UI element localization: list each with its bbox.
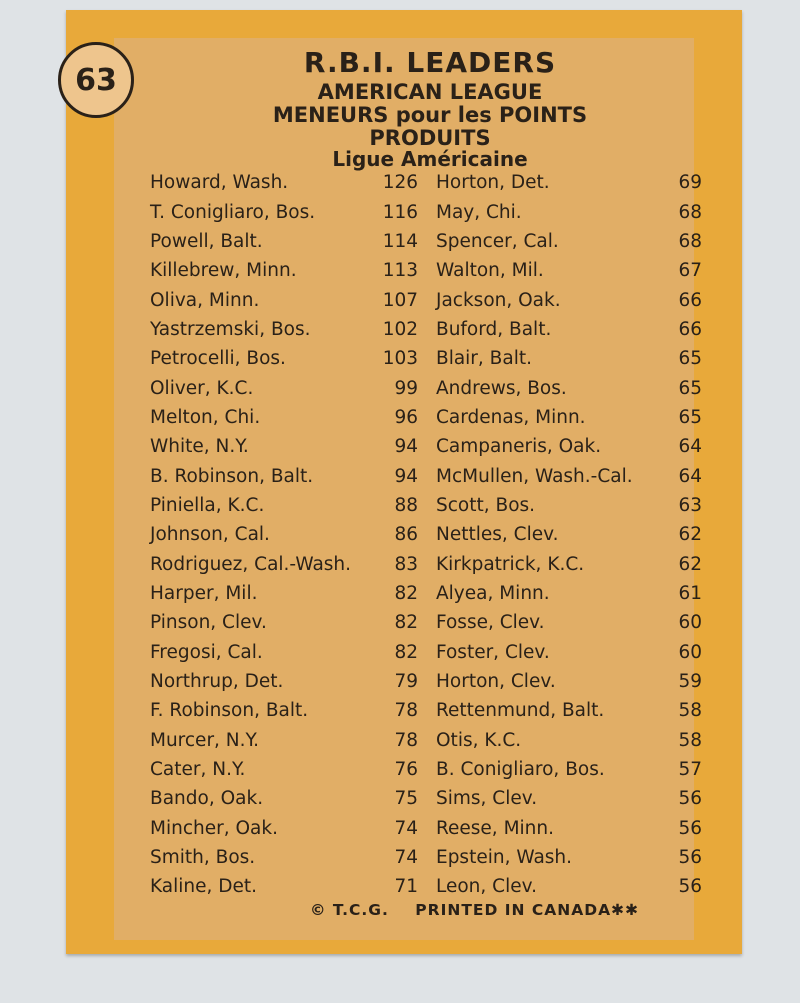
- leader-row: [150, 843, 418, 872]
- leader-row: [436, 696, 702, 725]
- player-name: Bando, Oak.: [150, 788, 264, 810]
- rbi-value: 59: [678, 671, 702, 693]
- player-name: Kaline, Det.: [150, 876, 258, 898]
- player-name: Leon, Clev.: [436, 876, 538, 898]
- rbi-value: 82: [394, 612, 418, 634]
- player-name: Rodriguez, Cal.-Wash.: [150, 553, 352, 575]
- rbi-value: 114: [382, 230, 418, 252]
- player-name: Jackson, Oak.: [436, 289, 561, 311]
- rbi-value: 56: [678, 817, 702, 839]
- league-subtitle: AMERICAN LEAGUE: [317, 80, 543, 104]
- rbi-value: 76: [394, 759, 418, 781]
- player-name: Scott, Bos.: [436, 494, 536, 516]
- player-name: May, Chi.: [436, 201, 522, 223]
- leader-row: [150, 638, 418, 667]
- card-number: 63: [75, 62, 117, 98]
- leader-row: [150, 285, 418, 314]
- rbi-value: 62: [678, 553, 702, 575]
- player-name: F. Robinson, Balt.: [150, 700, 309, 722]
- rbi-value: 61: [678, 582, 702, 604]
- player-name: Murcer, N.Y.: [150, 729, 259, 751]
- leader-row: [436, 256, 702, 285]
- rbi-value: 56: [678, 847, 702, 869]
- leader-row: [436, 461, 702, 490]
- player-name: Spencer, Cal.: [436, 230, 559, 252]
- leader-row: [436, 667, 702, 696]
- rbi-value: 66: [678, 318, 702, 340]
- leader-row: [150, 168, 418, 197]
- leader-row: [436, 549, 702, 578]
- leader-row: [150, 344, 418, 373]
- player-name: Alyea, Minn.: [436, 582, 550, 604]
- leader-row: [436, 432, 702, 461]
- leader-row: [436, 491, 702, 520]
- player-name: Howard, Wash.: [150, 172, 289, 194]
- rbi-value: 74: [394, 847, 418, 869]
- leader-row: [436, 872, 702, 901]
- rbi-value: 63: [678, 494, 702, 516]
- player-name: Mincher, Oak.: [150, 817, 278, 839]
- leader-row: [150, 696, 418, 725]
- player-name: Cater, N.Y.: [150, 759, 246, 781]
- player-name: Walton, Mil.: [436, 260, 544, 282]
- leader-row: [150, 667, 418, 696]
- rbi-value: 116: [382, 201, 418, 223]
- french-title-line-2: PRODUITS: [369, 126, 491, 150]
- rbi-value: 78: [394, 729, 418, 751]
- leader-row: [150, 256, 418, 285]
- leader-row: [150, 227, 418, 256]
- player-name: Epstein, Wash.: [436, 847, 573, 869]
- player-name: Cardenas, Minn.: [436, 406, 586, 428]
- rbi-value: 126: [382, 172, 418, 194]
- player-name: Harper, Mil.: [150, 582, 258, 604]
- player-name: Buford, Balt.: [436, 318, 552, 340]
- rbi-value: 86: [394, 524, 418, 546]
- rbi-value: 99: [394, 377, 418, 399]
- leader-row: [436, 344, 702, 373]
- rbi-value: 66: [678, 289, 702, 311]
- leader-row: [150, 403, 418, 432]
- rbi-value: 60: [678, 612, 702, 634]
- leader-row: [436, 315, 702, 344]
- rbi-value: 107: [382, 289, 418, 311]
- rbi-value: 74: [394, 817, 418, 839]
- rbi-value: 79: [394, 671, 418, 693]
- leader-row: [150, 784, 418, 813]
- player-name: Smith, Bos.: [150, 847, 256, 869]
- player-name: McMullen, Wash.-Cal.: [436, 465, 633, 487]
- leader-row: [150, 315, 418, 344]
- rbi-value: 113: [382, 260, 418, 282]
- rbi-value: 102: [382, 318, 418, 340]
- copyright-text: © T.C.G.: [310, 901, 389, 919]
- player-name: Sims, Clev.: [436, 788, 538, 810]
- player-name: Blair, Balt.: [436, 348, 532, 370]
- rbi-value: 58: [678, 729, 702, 751]
- card-title: R.B.I. LEADERS: [303, 46, 557, 79]
- leader-row: [436, 755, 702, 784]
- player-name: Horton, Det.: [436, 172, 550, 194]
- leader-row: [150, 755, 418, 784]
- leader-row: [436, 608, 702, 637]
- rbi-value: 78: [394, 700, 418, 722]
- player-name: Otis, K.C.: [436, 729, 522, 751]
- printed-in-text: PRINTED IN CANADA✱✱: [415, 901, 640, 919]
- leader-row: [436, 784, 702, 813]
- leader-row: [150, 549, 418, 578]
- left-leaders-column: [150, 168, 418, 902]
- leader-row: [436, 197, 702, 226]
- leader-row: [150, 432, 418, 461]
- player-name: Rettenmund, Balt.: [436, 700, 605, 722]
- player-name: White, N.Y.: [150, 436, 249, 458]
- leader-row: [436, 520, 702, 549]
- leader-row: [436, 726, 702, 755]
- rbi-value: 75: [394, 788, 418, 810]
- leader-row: [150, 579, 418, 608]
- leader-row: [150, 461, 418, 490]
- player-name: Fosse, Clev.: [436, 612, 545, 634]
- player-name: B. Robinson, Balt.: [150, 465, 314, 487]
- rbi-value: 94: [394, 465, 418, 487]
- player-name: Foster, Clev.: [436, 641, 550, 663]
- player-name: Killebrew, Minn.: [150, 260, 297, 282]
- french-league-subtitle: Ligue Américaine: [332, 147, 528, 171]
- rbi-value: 82: [394, 582, 418, 604]
- rbi-value: 60: [678, 641, 702, 663]
- player-name: Campaneris, Oak.: [436, 436, 602, 458]
- player-name: Nettles, Clev.: [436, 524, 559, 546]
- rbi-value: 65: [678, 406, 702, 428]
- leader-row: [150, 520, 418, 549]
- player-name: Horton, Clev.: [436, 671, 556, 693]
- rbi-value: 68: [678, 230, 702, 252]
- leader-row: [436, 227, 702, 256]
- rbi-value: 65: [678, 348, 702, 370]
- rbi-value: 94: [394, 436, 418, 458]
- leader-row: [436, 285, 702, 314]
- player-name: Andrews, Bos.: [436, 377, 567, 399]
- player-name: Piniella, K.C.: [150, 494, 265, 516]
- rbi-value: 68: [678, 201, 702, 223]
- player-name: T. Conigliaro, Bos.: [150, 201, 316, 223]
- rbi-value: 69: [678, 172, 702, 194]
- rbi-value: 65: [678, 377, 702, 399]
- leader-row: [436, 403, 702, 432]
- player-name: Kirkpatrick, K.C.: [436, 553, 585, 575]
- leader-row: [150, 608, 418, 637]
- player-name: Oliva, Minn.: [150, 289, 260, 311]
- player-name: Pinson, Clev.: [150, 612, 267, 634]
- right-leaders-column: [436, 168, 702, 902]
- rbi-value: 58: [678, 700, 702, 722]
- player-name: Reese, Minn.: [436, 817, 555, 839]
- player-name: Powell, Balt.: [150, 230, 263, 252]
- card-footer: [310, 901, 659, 919]
- leader-row: [436, 373, 702, 402]
- leader-row: [150, 726, 418, 755]
- player-name: Northrup, Det.: [150, 671, 284, 693]
- rbi-value: 62: [678, 524, 702, 546]
- rbi-value: 82: [394, 641, 418, 663]
- rbi-value: 64: [678, 465, 702, 487]
- leader-row: [150, 373, 418, 402]
- leader-row: [436, 168, 702, 197]
- player-name: Fregosi, Cal.: [150, 641, 263, 663]
- player-name: Oliver, K.C.: [150, 377, 254, 399]
- rbi-value: 64: [678, 436, 702, 458]
- rbi-value: 56: [678, 788, 702, 810]
- player-name: Petrocelli, Bos.: [150, 348, 286, 370]
- leader-row: [436, 843, 702, 872]
- rbi-value: 88: [394, 494, 418, 516]
- leader-row: [436, 579, 702, 608]
- player-name: Johnson, Cal.: [150, 524, 270, 546]
- rbi-value: 103: [382, 348, 418, 370]
- player-name: B. Conigliaro, Bos.: [436, 759, 605, 781]
- leader-row: [150, 197, 418, 226]
- rbi-value: 67: [678, 260, 702, 282]
- leader-row: [150, 814, 418, 843]
- leader-row: [436, 814, 702, 843]
- rbi-value: 71: [394, 876, 418, 898]
- player-name: Yastrzemski, Bos.: [150, 318, 311, 340]
- rbi-value: 83: [394, 553, 418, 575]
- rbi-value: 56: [678, 876, 702, 898]
- player-name: Melton, Chi.: [150, 406, 261, 428]
- french-title-line-1: MENEURS pour les POINTS: [272, 103, 588, 127]
- leader-row: [436, 638, 702, 667]
- rbi-value: 96: [394, 406, 418, 428]
- leader-row: [150, 491, 418, 520]
- leader-row: [150, 872, 418, 901]
- rbi-value: 57: [678, 759, 702, 781]
